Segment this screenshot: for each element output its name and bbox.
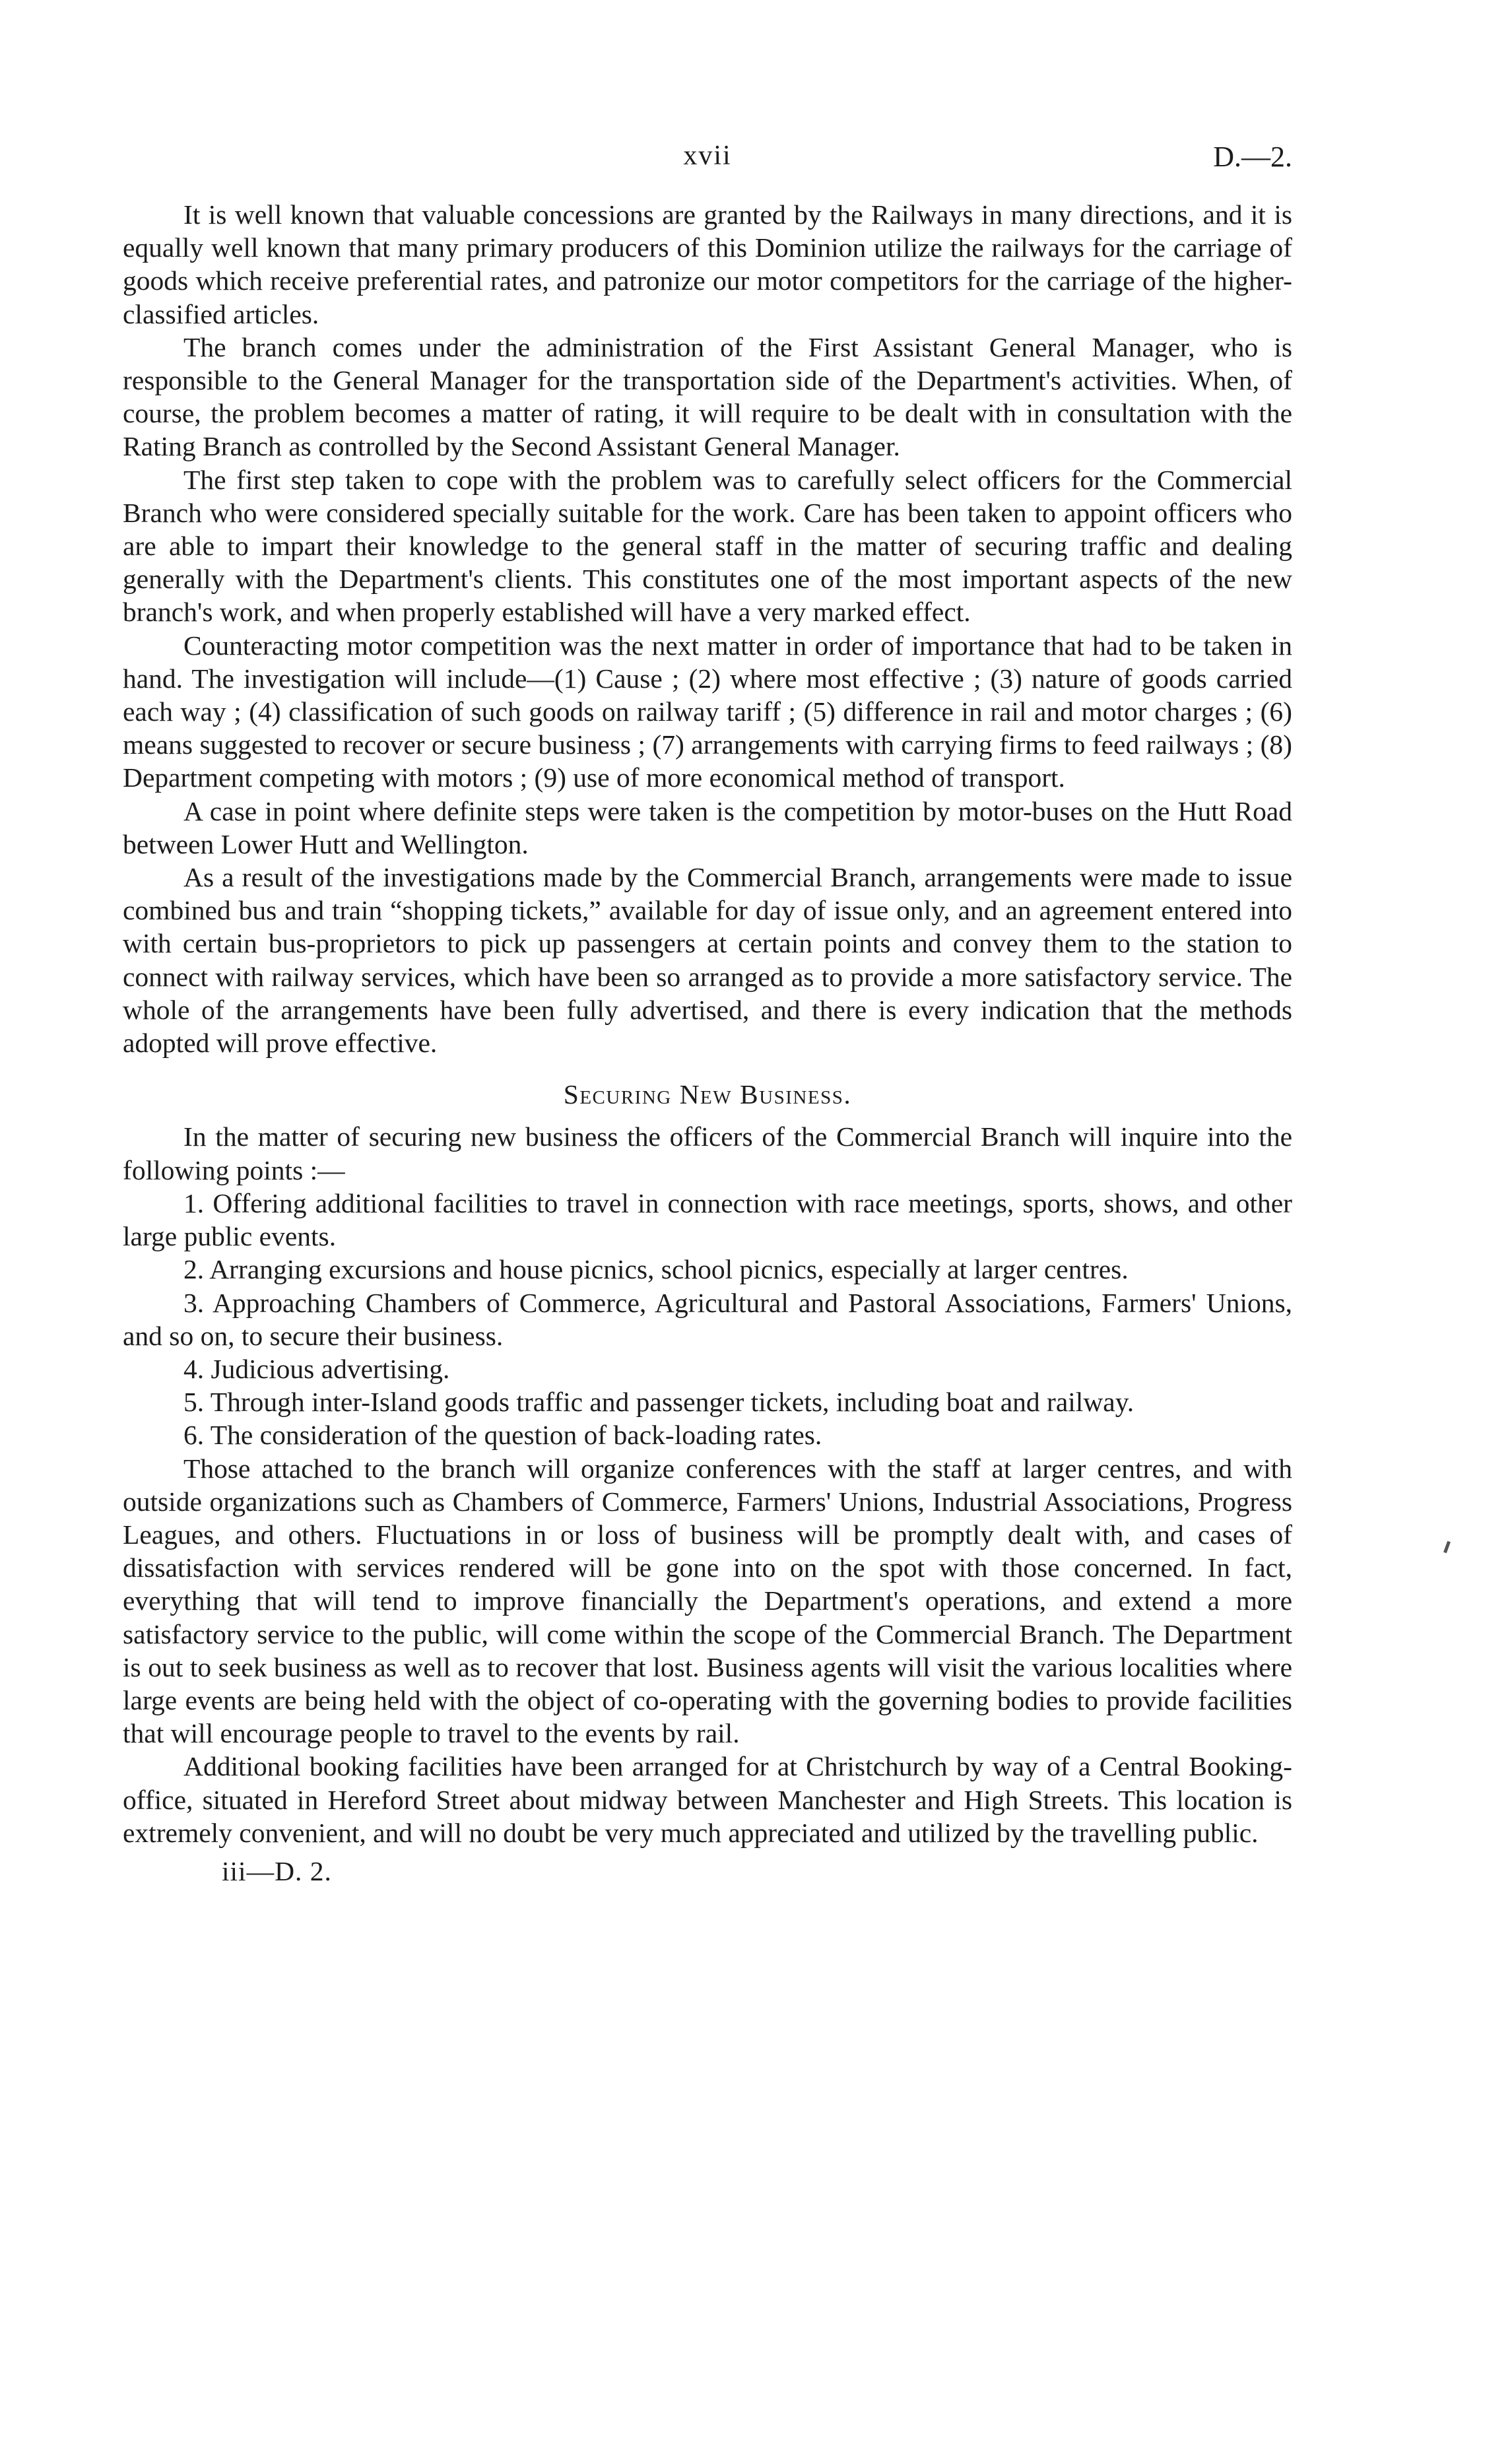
- numbered-points-list: [123, 1187, 1292, 1452]
- paragraph: The branch comes under the administration of the First Assistant General Manager, who is responsible to the General Manager for the transportation side of the Department's activities. When, of course, the problem becomes a matter of rating, it will require to be dealt with in consultation with the Rating Branch as controlled by the Second Assistant General Manager.: [123, 331, 1292, 462]
- paragraph: Those attached to the branch will organize conferences with the staff at larger centres, and with outside organizations such as Chambers of Commerce, Farmers' Unions, Industrial Associations, Progress Leagues, and others. Fluctuations in or loss of business will be promptly dealt with, and cases of dissatisfaction with services rendered will be gone into on the spot with those concerned. In fact, everything that will tend to improve financially the Department's operations, and extend a more satisfactory service to the public, will come within the scope of the Commercial Branch. The Department is out to seek business as well as to recover that lost. Business agents will visit the various localities where large events are being held with the object of co-operating with the governing bodies to provide facilities that will encourage people to travel to the events by rail.: [123, 1453, 1292, 1749]
- paragraph: A case in point where definite steps were taken is the competition by motor-buses on the Hutt Road between Lower Hutt and Wellington.: [123, 795, 1292, 859]
- section-heading: Securing New Business.: [563, 1079, 852, 1110]
- paragraph: Additional booking facilities have been arranged for at Christchurch by way of a Central Booking-office, situated in Hereford Street about midway between Manchester and High Streets. This location is extremely convenient, and will no doubt be very much appreciated and utilized by the travelling public.: [123, 1751, 1292, 1848]
- document-body: [123, 198, 1292, 1888]
- paragraph: As a result of the investigations made by the Commercial Branch, arrangements were made to issue combined bus and train “shopping tickets,” available for day of issue only, and an agreement entered into with certain bus-proprietors to pick up passengers at certain points and convey them to the station to connect with railway services, which have been so arranged as to provide a more satisfactory service. The whole of the arrangements have been fully advertised, and there is every indication that the methods adopted will prove effective.: [123, 862, 1292, 1059]
- paragraph: The first step taken to cope with the problem was to carefully select officers for the Commercial Branch who were considered specially suitable for the work. Care has been taken to appoint officers who are able to impart their knowledge to the general staff in the matter of securing traffic and dealing generally with the Department's clients. This constitutes one of the most important aspects of the new branch's work, and when properly established will have a very marked effect.: [123, 464, 1292, 628]
- page-header: [123, 140, 1292, 180]
- document-code: D.—2.: [1213, 141, 1292, 173]
- section-intro: In the matter of securing new business the officers of the Commercial Branch will inquire into the following points :—: [123, 1121, 1292, 1185]
- list-item: 4. Judicious advertising.: [183, 1353, 450, 1384]
- signature-mark: iii—D. 2.: [222, 1855, 332, 1886]
- margin-mark: [1443, 1541, 1451, 1554]
- list-item: 3. Approaching Chambers of Commerce, Agricultural and Pastoral Associations, Farmers' Unions, and so on, to secure their business.: [123, 1287, 1292, 1351]
- list-item: 2. Arranging excursions and house picnics, school picnics, especially at larger centres.: [183, 1254, 1129, 1285]
- list-item: 5. Through inter-Island goods traffic and passenger tickets, including boat and railway.: [183, 1387, 1134, 1418]
- paragraph: Counteracting motor competition was the next matter in order of importance that had to be taken in hand. The investigation will include—(1) Cause ; (2) where most effective ; (3) nature of goods carried each way ; (4) classification of such goods on railway tariff ; (5) difference in rail and motor charges ; (6) means suggested to recover or secure business ; (7) arrangements with carrying firms to feed railways ; (8) Department competing with motors ; (9) use of more economical method of transport.: [123, 630, 1292, 793]
- list-item: 1. Offering additional facilities to travel in connection with race meetings, sports, shows, and other large public events.: [123, 1187, 1292, 1252]
- list-item: 6. The consideration of the question of back-loading rates.: [183, 1420, 822, 1451]
- paragraph: It is well known that valuable concessions are granted by the Railways in many directions, and it is equally well known that many primary producers of this Dominion utilize the railways for the carriage of goods which receive preferential rates, and patronize our motor competitors for the carriage of the higher-classified articles.: [123, 199, 1292, 329]
- page-number: xvii: [683, 141, 732, 171]
